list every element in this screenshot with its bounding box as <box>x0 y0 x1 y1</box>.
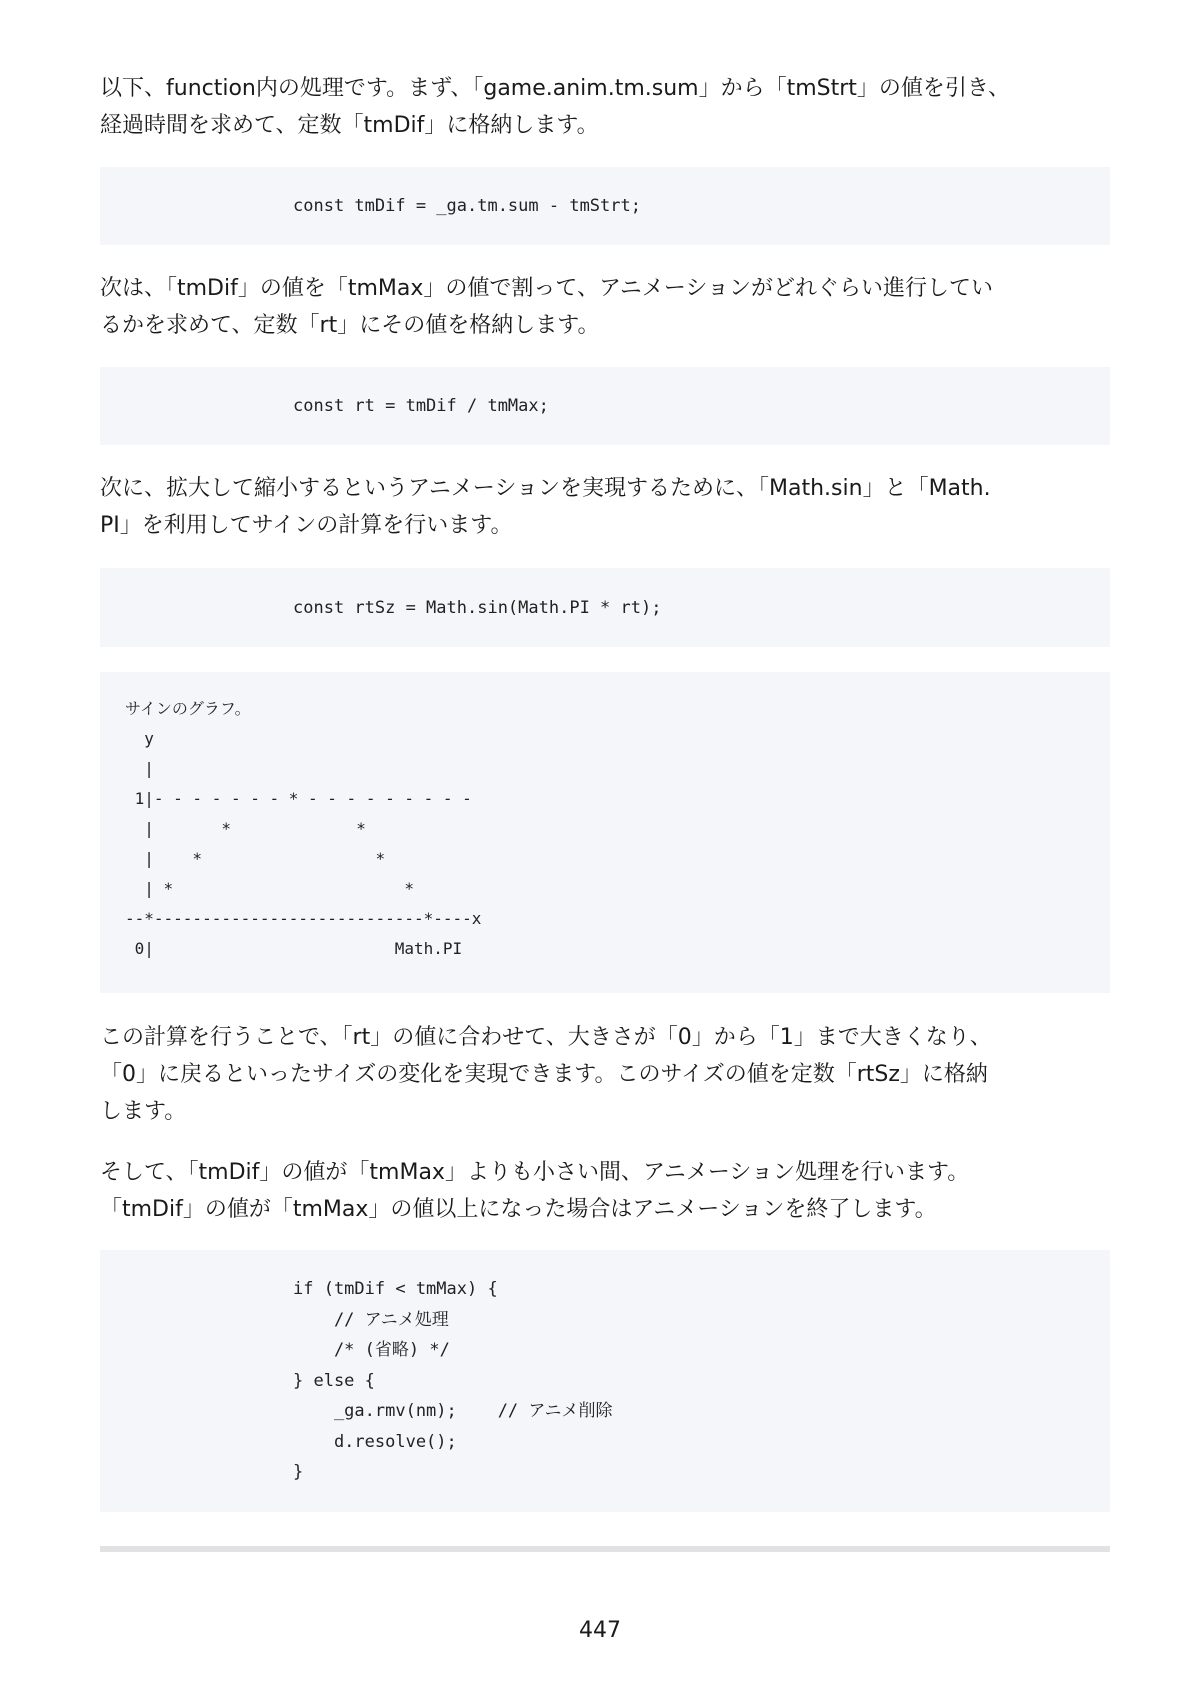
paragraph-1 <box>100 70 1110 144</box>
paragraph-line: します。 <box>100 1099 187 1124</box>
code-text: const rt = tmDif / tmMax; <box>293 395 549 416</box>
code-text: const rtSz = Math.sin(Math.PI * rt); <box>293 597 662 618</box>
ascii-sine-graph: サインのグラフ。 y | 1|- - - - - - - * - - - - - - - - - | * * | * * | * * --*----------------------------*----x 0| Math.PI <box>125 699 482 958</box>
paragraph-line: るかを求めて、定数「rt」にその値を格納します。 <box>100 313 600 338</box>
paragraph-5 <box>100 1154 1110 1228</box>
paragraph-line: 「tmDif」の値が「tmMax」の値以上になった場合はアニメーションを終了します。 <box>100 1197 937 1222</box>
code-block-tmdif <box>100 167 1110 245</box>
paragraph-line: PI」を利用してサインの計算を行います。 <box>100 513 513 538</box>
paragraph-line: そして、「tmDif」の値が「tmMax」よりも小さい間、アニメーション処理を行います。 <box>100 1160 970 1185</box>
code-text: const tmDif = _ga.tm.sum - tmStrt; <box>293 195 641 216</box>
code-block-if-else <box>100 1250 1110 1512</box>
page-number: 447 <box>579 1618 621 1643</box>
paragraph-3 <box>100 470 1110 544</box>
sine-graph-block <box>100 672 1110 993</box>
paragraph-line: 「0」に戻るといったサイズの変化を実現できます。このサイズの値を定数「rtSz」に格納 <box>100 1062 988 1087</box>
paragraph-line: 次に、拡大して縮小するというアニメーションを実現するために、「Math.sin」と「Math. <box>100 476 991 501</box>
footer-divider <box>100 1546 1110 1552</box>
paragraph-4 <box>100 1019 1110 1130</box>
code-block-rt <box>100 367 1110 445</box>
paragraph-line: 以下、function内の処理です。まず、「game.anim.tm.sum」から「tmStrt」の値を引き、 <box>100 76 1011 101</box>
code-text: if (tmDif < tmMax) { // アニメ処理 /* (省略) */ } else { _ga.rmv(nm); // アニメ削除 d.resolve(); } <box>293 1279 613 1482</box>
paragraph-2 <box>100 270 1110 344</box>
paragraph-line: この計算を行うことで、「rt」の値に合わせて、大きさが「0」から「1」まで大きくなり、 <box>100 1025 992 1050</box>
code-block-rtsz <box>100 568 1110 647</box>
paragraph-line: 次は、「tmDif」の値を「tmMax」の値で割って、アニメーションがどれぐらい進行してい <box>100 276 993 301</box>
paragraph-line: 経過時間を求めて、定数「tmDif」に格納します。 <box>100 113 599 138</box>
